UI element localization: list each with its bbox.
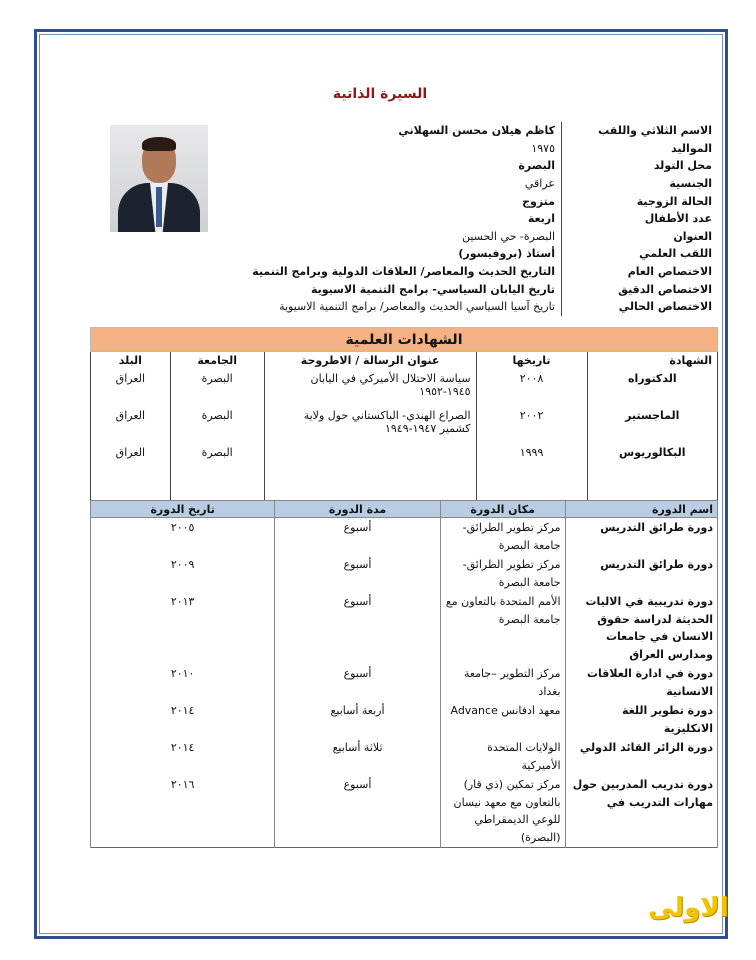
table-cell: ٢٠١٤ (91, 701, 275, 738)
table-cell: دورة في ادارة العلاقات الانسانية (565, 664, 717, 701)
field-label: الاختصاص الحالي (561, 298, 718, 316)
table-cell: دورة تدريب المدربين حول مهارات التدريب في (565, 775, 717, 848)
field-value: البصرة (518, 159, 555, 173)
table-cell: أسبوع (275, 518, 441, 556)
table-cell (264, 444, 476, 481)
field-label: العنوان (561, 228, 718, 246)
table-cell: دورة تطوير اللغة الانكليزية (565, 701, 717, 738)
table-row (91, 444, 718, 481)
personal-row (90, 263, 718, 281)
table-row (91, 555, 718, 592)
table-cell: دورة طرائق التدريس (565, 555, 717, 592)
table-row (91, 738, 718, 775)
table-cell: مركز تطوير الطرائق- جامعة البصرة (440, 518, 565, 556)
column-header: البلد (91, 352, 171, 370)
table-cell: دورة الزائر القائد الدولي (565, 738, 717, 775)
table-cell: ٢٠١٣ (91, 592, 275, 664)
table-row (91, 370, 718, 407)
watermark-logo: الاولى (648, 893, 729, 923)
table-cell: مركز تطوير الطرائق- جامعة البصرة (440, 555, 565, 592)
table-cell: الأمم المتحدة بالتعاون مع جامعة البصرة (440, 592, 565, 664)
field-value: كاظم هيلان محسن السهلاني (398, 124, 555, 138)
table-cell: الصراع الهندي- الباكستاني حول ولاية كشمير ١٩٤٧-١٩٤٩ (264, 407, 476, 444)
field-label: الاسم الثلاثي واللقب (561, 122, 718, 140)
field-label: الاختصاص العام (561, 263, 718, 281)
field-label: المواليد (561, 140, 718, 158)
field-value: التاريخ الحديث والمعاصر/ العلاقات الدولية وبرامج التنمية (252, 265, 555, 279)
table-cell: ٢٠٠٥ (91, 518, 275, 556)
table-cell: ثلاثة أسابيع (275, 738, 441, 775)
profile-photo (110, 125, 208, 232)
table-cell: دورة طرائق التدريس (565, 518, 717, 556)
table-cell: الولايات المتحدة الأميركية (440, 738, 565, 775)
certificates-heading: الشهادات العلمية (90, 327, 718, 352)
table-cell: ٢٠٠٩ (91, 555, 275, 592)
table-cell: مركز تمكين (ذي قار) بالتعاون مع معهد نيسان للوعي الديمقراطي (البصرة) (440, 775, 565, 848)
table-cell: ٢٠١٦ (91, 775, 275, 848)
field-value: عراقي (524, 177, 555, 191)
field-value: اربعة (527, 212, 555, 226)
field-value: أستاذ (بروفيسور) (458, 247, 555, 261)
table-row (91, 664, 718, 701)
column-header: الشهادة (587, 352, 717, 370)
table-cell: ٢٠١٤ (91, 738, 275, 775)
table-cell: دورة تدريبية في الاليات الحديثة لدراسة حقوق الانسان في جامعات ومدارس العراق (565, 592, 717, 664)
table-cell: أربعة أسابيع (275, 701, 441, 738)
field-value: البصرة- حي الحسين (461, 229, 555, 243)
table-cell: البكالوريوس (587, 444, 717, 481)
field-value: ١٩٧٥ (531, 141, 555, 155)
field-value: تاريخ آسيا السياسي الحديث والمعاصر/ برامج التنمية الاسيوية (279, 300, 555, 314)
table-cell: البصرة (170, 407, 264, 444)
column-header: تاريخ الدورة (91, 501, 275, 518)
field-label: الجنسية (561, 175, 718, 193)
personal-row (90, 280, 718, 298)
table-header-row (91, 501, 718, 518)
field-label: الاختصاص الدقيق (561, 280, 718, 298)
table-row (91, 775, 718, 848)
table-row (91, 407, 718, 444)
field-label: اللقب العلمي (561, 245, 718, 263)
field-value: تاريخ اليابان السياسي- برامج التنمية الاسيوية (310, 282, 555, 296)
column-header: تاريخها (476, 352, 587, 370)
personal-row (90, 298, 718, 316)
table-row (91, 592, 718, 664)
table-cell: العراق (91, 407, 171, 444)
table-cell: ٢٠٠٨ (476, 370, 587, 407)
table-cell: أسبوع (275, 555, 441, 592)
field-label: محل التولد (561, 157, 718, 175)
table-cell: معهد ادفانس Advance (440, 701, 565, 738)
column-header: مكان الدورة (440, 501, 565, 518)
field-label: عدد الأطفال (561, 210, 718, 228)
table-cell: أسبوع (275, 664, 441, 701)
table-cell: أسبوع (275, 775, 441, 848)
table-cell: البصرة (170, 444, 264, 481)
column-header: عنوان الرسالة / الاطروحة (264, 352, 476, 370)
table-cell: ٢٠٠٢ (476, 407, 587, 444)
column-header: اسم الدورة (565, 501, 717, 518)
table-row (91, 701, 718, 738)
field-label: الحالة الزوجية (561, 192, 718, 210)
table-cell: العراق (91, 370, 171, 407)
personal-row (90, 245, 718, 263)
table-header-row (91, 352, 718, 370)
courses-table (90, 500, 718, 848)
column-header: مدة الدورة (275, 501, 441, 518)
table-cell: ٢٠١٠ (91, 664, 275, 701)
table-cell: ١٩٩٩ (476, 444, 587, 481)
table-cell: سياسة الاحتلال الأميركي في اليابان ١٩٤٥-١٩٥٢ (264, 370, 476, 407)
table-cell: البصرة (170, 370, 264, 407)
table-cell: أسبوع (275, 592, 441, 664)
table-cell: الدكتوراه (587, 370, 717, 407)
page-title: السيرة الذاتية (332, 86, 428, 102)
table-row (91, 518, 718, 556)
table-cell: الماجستير (587, 407, 717, 444)
column-header: الجامعة (170, 352, 264, 370)
field-value: متزوج (522, 194, 555, 208)
table-cell: مركز التطوير –جامعة بغداد (440, 664, 565, 701)
certificates-table (90, 352, 718, 518)
table-cell: العراق (91, 444, 171, 481)
